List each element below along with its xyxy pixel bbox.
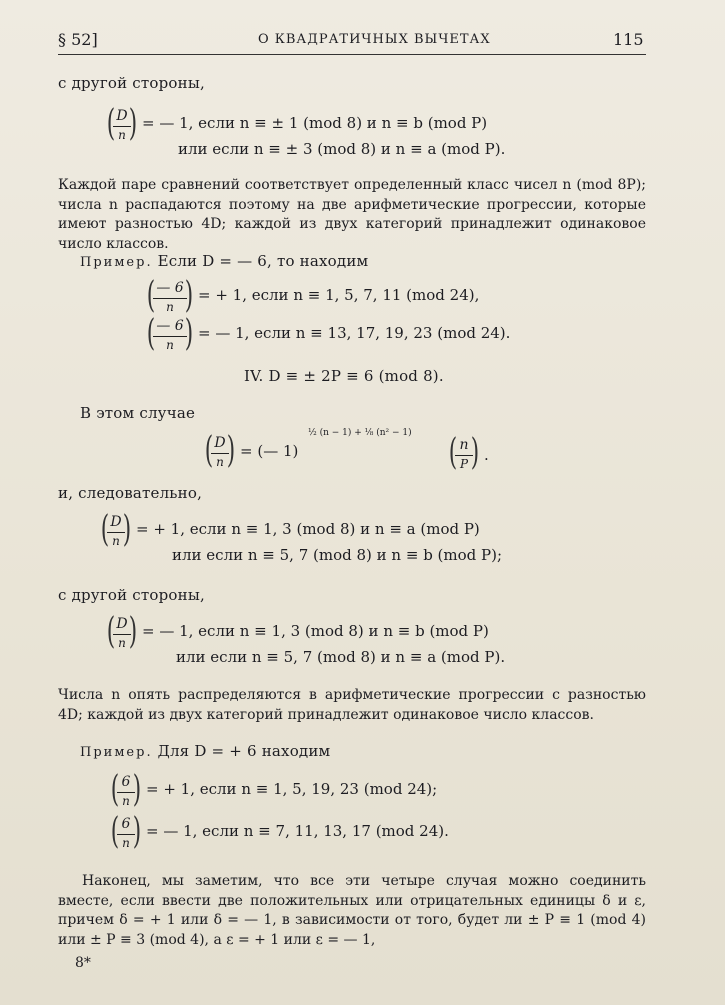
example-label: Пример. xyxy=(80,255,153,270)
example-line xyxy=(80,742,330,760)
formula-line: = + 1, если n ≡ 1, 5, 7, 11 (mod 24), xyxy=(198,286,480,304)
header-rule xyxy=(58,54,646,55)
formula-line: = + 1, если n ≡ 1, 3 (mod 8) и n ≡ a (mod P) xyxy=(136,520,480,538)
formula-line: = + 1, если n ≡ 1, 5, 19, 23 (mod 24); xyxy=(146,780,438,798)
case-heading: IV. D ≡ ± 2P ≡ 6 (mod 8). xyxy=(244,367,444,385)
paragraph: Каждой паре сравнений соответствует определенный класс чисел n (mod 8P); числа n распадаются поэтому на две арифметические прогрессии, которые имеют разностью 4D; каждой из двух категорий принадлежит одинаковое число классов. xyxy=(58,177,646,252)
legendre-symbol: ( n P ) xyxy=(448,432,480,473)
formula-line: или если n ≡ 5, 7 (mod 8) и n ≡ a (mod P). xyxy=(176,648,506,666)
signature-mark: 8* xyxy=(75,955,91,971)
legendre-symbol: ( 6 n ) xyxy=(110,769,142,810)
example-text: Для D = + 6 находим xyxy=(157,742,331,760)
example-label: Пример. xyxy=(80,745,153,760)
text-line: с другой стороны, xyxy=(58,586,205,604)
section-ref: § 52] xyxy=(58,30,98,49)
legendre-symbol: ( D n ) xyxy=(204,430,236,471)
formula-line: или если n ≡ ± 3 (mod 8) и n ≡ a (mod P). xyxy=(178,140,506,158)
legendre-symbol: ( — 6 n ) xyxy=(146,275,194,316)
legendre-symbol: ( D n ) xyxy=(106,611,138,652)
example-line xyxy=(80,252,368,270)
formula-line: или если n ≡ 5, 7 (mod 8) и n ≡ b (mod P); xyxy=(172,546,503,564)
text-line: В этом случае xyxy=(80,404,196,422)
legendre-symbol: ( D n ) xyxy=(106,103,138,144)
legendre-symbol: ( 6 n ) xyxy=(110,811,142,852)
legendre-symbol: ( — 6 n ) xyxy=(146,313,194,354)
running-header xyxy=(0,30,725,52)
paragraph: Наконец, мы заметим, что все эти четыре случая можно соединить вместе, если ввести две положительных или отрицательных единицы δ и ε, причем δ = + 1 или δ = — 1, в зависимости от того, будет ли ± P ≡ 1 (mod 4) или ± P ≡ 3 (mod 4), а ε = + 1 или ε = — 1, xyxy=(58,873,646,948)
page-number: 115 xyxy=(613,30,644,49)
example-text: Если D = — 6, то находим xyxy=(157,252,369,270)
text-line: и, следовательно, xyxy=(58,484,203,502)
formula-line: = — 1, если n ≡ 1, 3 (mod 8) и n ≡ b (mod P) xyxy=(142,622,489,640)
formula-dot: . xyxy=(484,446,489,464)
exponent: ½ (n − 1) + ⅛ (n² − 1) xyxy=(308,428,412,438)
formula-line: = — 1, если n ≡ 7, 11, 13, 17 (mod 24). xyxy=(146,822,449,840)
running-title: О КВАДРАТИЧНЫХ ВЫЧЕТАХ xyxy=(258,32,491,47)
formula-line: = — 1, если n ≡ 13, 17, 19, 23 (mod 24). xyxy=(198,324,511,342)
formula-line: = (— 1) xyxy=(240,442,299,460)
text-line: с другой стороны, xyxy=(58,74,205,92)
formula-line: = — 1, если n ≡ ± 1 (mod 8) и n ≡ b (mod P) xyxy=(142,114,488,132)
legendre-symbol: ( D n ) xyxy=(100,509,132,550)
paragraph: Числа n опять распределяются в арифметические прогрессии с разностью 4D; каждой из двух категорий принадлежит одинаковое число классов. xyxy=(58,687,646,723)
